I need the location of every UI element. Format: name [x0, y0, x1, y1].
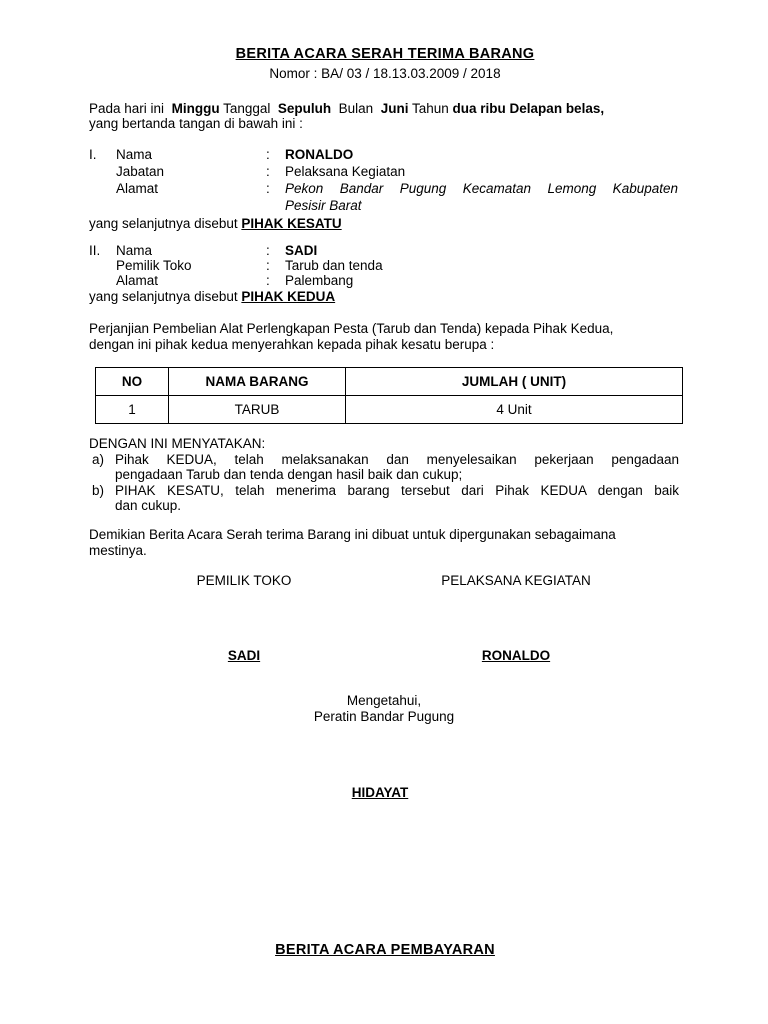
signature-left-name: SADI: [227, 648, 261, 663]
party1-called-name: PIHAK KESATU: [241, 216, 342, 231]
cell-no: 1: [96, 396, 169, 424]
statement-item-b-marker: b): [92, 483, 105, 498]
acknowledged-label: Mengetahui,: [346, 693, 422, 708]
statement-heading: DENGAN INI MENYATAKAN:: [89, 436, 266, 451]
agreement-line-1: Perjanjian Pembelian Alat Perlengkapan Pesta (Tarub dan Tenda) kepada Pihak Kedua,: [89, 321, 614, 336]
party2-number: II.: [89, 243, 101, 258]
party2-shop-value: Tarub dan tenda: [285, 258, 383, 273]
signature-right-role: PELAKSANA KEGIATAN: [441, 573, 591, 588]
acknowledged-role: Peratin Bandar Pugung: [313, 709, 455, 724]
column-header-quantity: JUMLAH ( UNIT): [346, 368, 683, 396]
column-header-item-name: NAMA BARANG: [169, 368, 346, 396]
party2-name-label: Nama: [116, 243, 153, 258]
signature-right-name: RONALDO: [481, 648, 551, 663]
intro-date: Sepuluh: [277, 101, 332, 116]
party2-name-sep: :: [266, 243, 270, 258]
party2-shop-label: Pemilik Toko: [116, 258, 192, 273]
closing-line-2: mestinya.: [89, 543, 147, 558]
table-row: [96, 396, 683, 424]
cell-item-name: TARUB: [169, 396, 346, 424]
closing-line-1: Demikian Berita Acara Serah terima Barang ini dibuat untuk dipergunakan sebagaimana: [89, 527, 616, 542]
party2-address-label: Alamat: [116, 273, 159, 288]
party1-position-label: Jabatan: [116, 164, 165, 179]
intro-month: Juni: [380, 101, 409, 116]
party1-address-value: Pekon Bandar Pugung Kecamatan Lemong Kabupaten: [285, 181, 678, 196]
document-title: BERITA ACARA SERAH TERIMA BARANG: [235, 46, 535, 62]
party1-called-prefix: yang selanjutnya disebut: [89, 216, 238, 231]
party2-address-sep: :: [266, 273, 270, 288]
intro-text: Tahun: [411, 101, 449, 116]
intro-text: Bulan: [338, 101, 374, 116]
party1-position-sep: :: [266, 164, 270, 179]
intro-day: Minggu: [171, 101, 220, 116]
party1-position-value: Pelaksana Kegiatan: [285, 164, 406, 179]
intro-year: dua ribu Delapan belas,: [452, 101, 605, 116]
party1-number: I.: [89, 147, 97, 162]
acknowledged-name: HIDAYAT: [351, 785, 409, 800]
agreement-line-2: dengan ini pihak kedua menyerahkan kepada pihak kesatu berupa :: [89, 337, 495, 352]
column-header-no: NO: [96, 368, 169, 396]
statement-item-b-line-1: PIHAK KESATU, telah menerima barang tersebut dari Pihak KEDUA dengan baik: [115, 483, 679, 498]
party1-name-label: Nama: [116, 147, 153, 162]
party2-address-value: Palembang: [285, 273, 354, 288]
party2-called-prefix: yang selanjutnya disebut: [89, 289, 238, 304]
statement-item-a-line-2: pengadaan Tarub dan tenda dengan hasil baik dan cukup;: [115, 467, 463, 482]
statement-item-a-line-1: Pihak KEDUA, telah melaksanakan dan menyelesaikan pekerjaan pengadaan: [115, 452, 679, 467]
statement-item-a-marker: a): [92, 452, 105, 467]
document-number: Nomor : BA/ 03 / 18.13.03.2009 / 2018: [269, 66, 501, 81]
statement-item-b-line-2: dan cukup.: [115, 498, 182, 513]
intro-line-2: yang bertanda tangan di bawah ini :: [89, 116, 303, 131]
party1-address-sep: :: [266, 181, 270, 196]
intro-text: Tanggal: [223, 101, 271, 116]
party1-address-value-cont: Pesisir Barat: [285, 198, 362, 213]
intro-text: Pada hari ini: [89, 101, 165, 116]
goods-table-header-row: [96, 368, 683, 396]
next-document-title: BERITA ACARA PEMBAYARAN: [275, 942, 495, 958]
party1-name-value: RONALDO: [285, 147, 354, 162]
intro-line-1: [89, 101, 604, 117]
signature-left-role: PEMILIK TOKO: [196, 573, 292, 588]
party2-shop-sep: :: [266, 258, 270, 273]
goods-table: [95, 367, 683, 424]
party2-called-name: PIHAK KEDUA: [241, 289, 336, 304]
cell-quantity: 4 Unit: [346, 396, 683, 424]
party1-address-label: Alamat: [116, 181, 159, 196]
party1-name-sep: :: [266, 147, 270, 162]
party2-called-line: [89, 289, 335, 305]
party1-called-line: [89, 216, 342, 232]
party2-name-value: SADI: [285, 243, 318, 258]
